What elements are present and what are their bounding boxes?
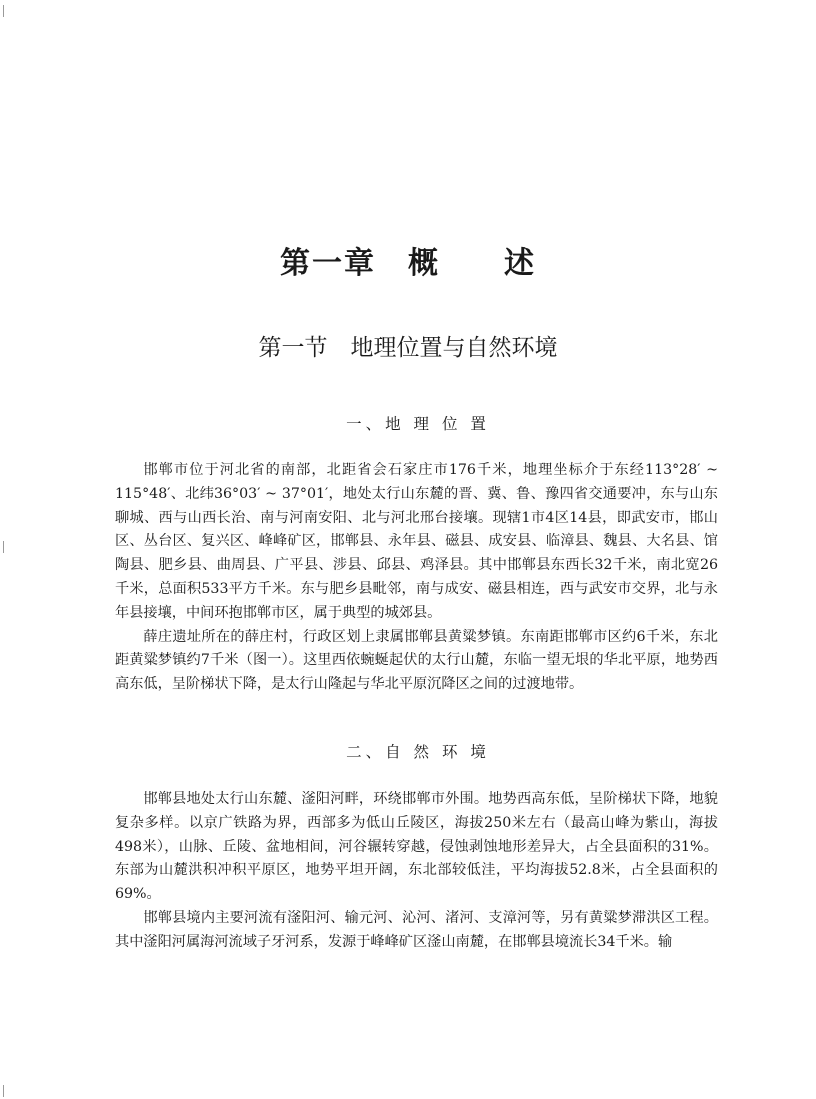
paragraph: 邯郸县境内主要河流有滏阳河、输元河、沁河、渚河、支漳河等，另有黄粱梦滞洪区工程。其中滏阳河属海河流域子牙河系，发源于峰峰矿区滏山南麓，在邯郸县境流长34千米。输 xyxy=(115,909,718,950)
section-title: 第一节 地理位置与自然环境 xyxy=(258,335,558,361)
margin-crop-mark xyxy=(3,5,4,17)
subheading-natural-environment: 二、自 然 环 境 xyxy=(346,743,490,761)
chapter-title: 第一章 概 述 xyxy=(280,246,536,281)
body-text-natural-environment xyxy=(115,788,718,955)
body-text-geographic-location xyxy=(115,459,718,697)
margin-crop-mark xyxy=(3,541,4,553)
paragraph: 薛庄遗址所在的薛庄村，行政区划上隶属邯郸县黄粱梦镇。东南距邯郸市区约6千米，东北距黄粱梦镇约7千米（图一）。这里西依蜿蜒起伏的太行山麓，东临一望无垠的华北平原，地势西高东低，呈阶梯状下降，是太行山隆起与华北平原沉降区之间的过渡地带。 xyxy=(115,628,718,693)
margin-crop-mark xyxy=(3,1085,4,1097)
subheading-geographic-location: 一、地 理 位 置 xyxy=(346,415,490,433)
paragraph: 邯郸县地处太行山东麓、滏阳河畔，环绕邯郸市外围。地势西高东低，呈阶梯状下降，地貌复杂多样。以京广铁路为界，西部多为低山丘陵区，海拔250米左右（最高山峰为紫山，海拔498米），山脉、丘陵、盆地相间，河谷辗转穿越，侵蚀剥蚀地形差异大，占全县面积的31%。东部为山麓洪积冲积平原区，地势平坦开阔，东北部较低洼，平均海拔52.8米，占全县面积的69%。 xyxy=(115,791,718,903)
paragraph: 邯郸市位于河北省的南部，北距省会石家庄市176千米，地理坐标介于东经113°28′ ~ 115°48′、北纬36°03′ ~ 37°01′，地处太行山东麓的晋、冀、鲁、豫四省交通要冲，东与山东聊城、西与山西长治、南与河南安阳、北与河北邢台接壤。现辖1市4区14县，即武安市，邯山区、丛台区、复兴区、峰峰矿区，邯郸县、永年县、磁县、成安县、临漳县、魏县、大名县、馆陶县、肥乡县、曲周县、广平县、涉县、邱县、鸡泽县。其中邯郸县东西长32千米，南北宽26千米，总面积533平方千米。东与肥乡县毗邻，南与成安、磁县相连，西与武安市交界，北与永年县接壤，中间环抱邯郸市区，属于典型的城郊县。 xyxy=(115,462,718,621)
